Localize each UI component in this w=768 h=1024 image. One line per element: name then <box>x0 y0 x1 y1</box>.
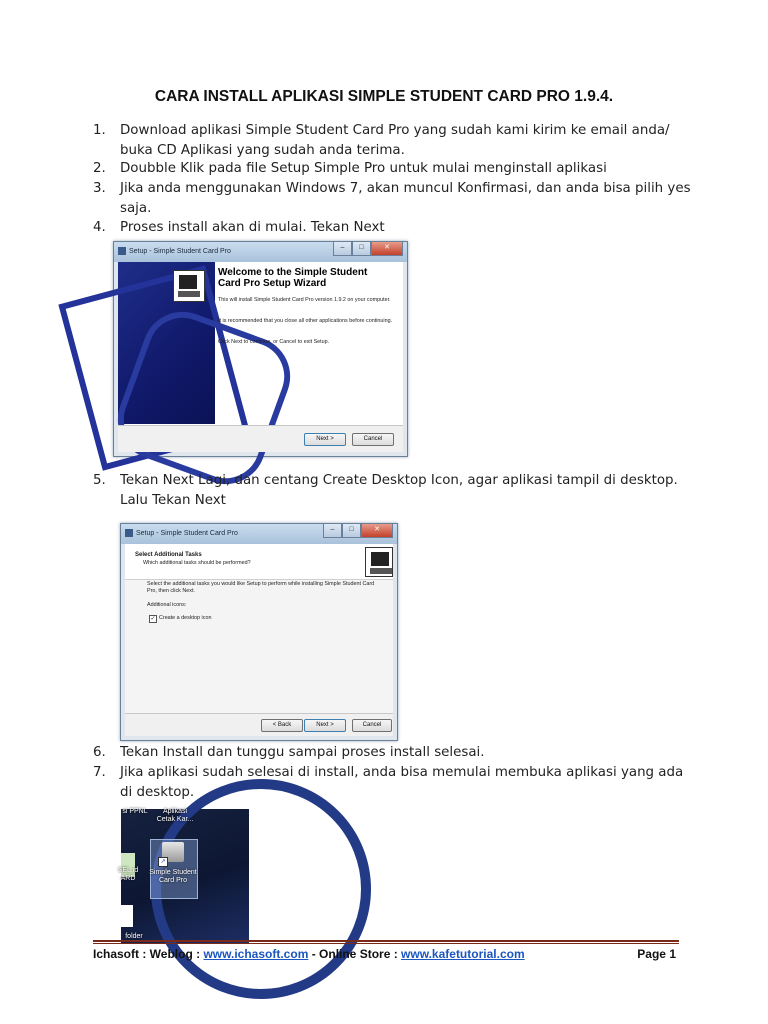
step-text: Tekan Next Lagi, dan centang Create Desktop Icon, agar aplikasi tampil di desktop. Lalu Tekan Next <box>120 473 678 508</box>
minimize-icon[interactable]: – <box>323 524 342 538</box>
weblog-link[interactable]: www.ichasoft.com <box>203 947 309 961</box>
step-text: Jika anda menggunakan Windows 7, akan muncul Konfirmasi, dan anda bisa pilih yes saja. <box>120 181 691 216</box>
page-number: Page 1 <box>637 947 676 961</box>
wizard-body <box>125 544 393 736</box>
minimize-icon[interactable]: – <box>333 242 352 256</box>
tasks-instruction-text: Select the additional tasks you would like Setup to perform while installing Simple Student Card Pro, then click Next. <box>147 581 375 594</box>
step-3 <box>93 179 693 219</box>
desktop-icon-checkbox[interactable]: ✓ <box>150 615 156 622</box>
desktop-item-label: Aplikasi Cetak Kar... <box>156 808 194 823</box>
additional-icons-label: Additional icons: <box>147 602 187 608</box>
wizard-button-bar <box>125 713 393 736</box>
wizard-button-bar <box>118 425 403 452</box>
maximize-icon[interactable]: □ <box>352 242 371 256</box>
close-icon[interactable]: ✕ <box>361 524 393 538</box>
step-number: 7. <box>93 765 106 780</box>
window-titlebar <box>121 524 397 544</box>
welcome-heading-line2: Card Pro Setup Wizard <box>218 278 327 289</box>
continue-instruction-text: Click Next to continue, or Cancel to exit Setup. <box>218 339 330 345</box>
welcome-heading <box>218 267 367 289</box>
step-text: Tekan Install dan tunggu sampai proses install selesai. <box>120 745 485 760</box>
computer-logo-icon <box>365 547 393 577</box>
cancel-button[interactable]: Cancel <box>352 719 392 732</box>
step-number: 1. <box>93 123 106 138</box>
step-number: 5. <box>93 473 106 488</box>
window-controls <box>333 242 403 256</box>
setup-app-icon <box>118 247 126 255</box>
close-icon[interactable]: ✕ <box>371 242 403 256</box>
footer-separator: - Online Store : <box>308 947 402 961</box>
setup-app-icon <box>125 529 133 537</box>
wizard-body <box>118 262 403 452</box>
close-apps-text: It is recommended that you close all other applications before continuing. <box>218 318 393 324</box>
wizard-side-banner <box>118 262 215 424</box>
next-button[interactable]: Next > <box>304 719 346 732</box>
step-1 <box>93 121 693 161</box>
window-titlebar <box>114 242 407 262</box>
setup-welcome-window <box>113 241 408 457</box>
window-title: Setup - Simple Student Card Pro <box>129 248 231 255</box>
desktop-icon-label: Simple Student Card Pro <box>149 869 197 884</box>
step-5 <box>93 471 693 511</box>
footer-prefix: Ichasoft : Weblog : <box>93 947 204 961</box>
document-title: CARA INSTALL APLIKASI SIMPLE STUDENT CARD PRO 1.9.4. <box>154 88 614 105</box>
desktop-icon-checkbox-label: Create a desktop icon <box>159 615 212 621</box>
maximize-icon[interactable]: □ <box>342 524 361 538</box>
computer-logo-icon <box>173 270 205 302</box>
store-link[interactable]: www.kafetutorial.com <box>401 947 525 961</box>
step-number: 2. <box>93 161 106 176</box>
wizard-header <box>125 544 393 580</box>
step-number: 3. <box>93 181 106 196</box>
window-controls <box>323 524 393 538</box>
shortcut-arrow-icon: ↗ <box>158 857 168 867</box>
next-button[interactable]: Next > <box>304 433 346 446</box>
step-2 <box>93 159 693 179</box>
step-7 <box>93 763 693 803</box>
window-title: Setup - Simple Student Card Pro <box>136 530 238 537</box>
step-number: 6. <box>93 745 106 760</box>
desktop-item-label: SEL.id ARD <box>117 867 139 882</box>
step-6 <box>93 743 693 763</box>
page-footer <box>93 947 679 963</box>
footer-rule-thin <box>93 943 679 944</box>
step-text: Jika aplikasi sudah selesai di install, anda bisa memulai membuka aplikasi yang ada di desktop. <box>120 765 684 800</box>
setup-tasks-window <box>120 523 398 741</box>
desktop-item-label: si PPNL <box>122 808 148 815</box>
install-info-text: This will install Simple Student Card Pro version 1.9.2 on your computer. <box>218 297 391 303</box>
welcome-heading-line1: Welcome to the Simple Student <box>218 267 368 278</box>
step-4 <box>93 218 693 238</box>
document-icon <box>121 905 133 927</box>
cancel-button[interactable]: Cancel <box>352 433 394 446</box>
footer-rule <box>93 940 679 942</box>
desktop-screenshot <box>117 808 249 943</box>
step-number: 4. <box>93 220 106 235</box>
tasks-heading: Select Additional Tasks <box>135 552 202 558</box>
desktop-item-label: folder <box>125 933 143 940</box>
tasks-subheading: Which additional tasks should be performed? <box>143 560 251 566</box>
step-text: Doubble Klik pada file Setup Simple Pro untuk mulai menginstall aplikasi <box>120 161 607 176</box>
back-button[interactable]: < Back <box>261 719 303 732</box>
step-text: Proses install akan di mulai. Tekan Next <box>120 220 385 235</box>
step-text: Download aplikasi Simple Student Card Pro yang sudah kami kirim ke email anda/ buka CD Aplikasi yang sudah anda terima. <box>120 123 670 158</box>
